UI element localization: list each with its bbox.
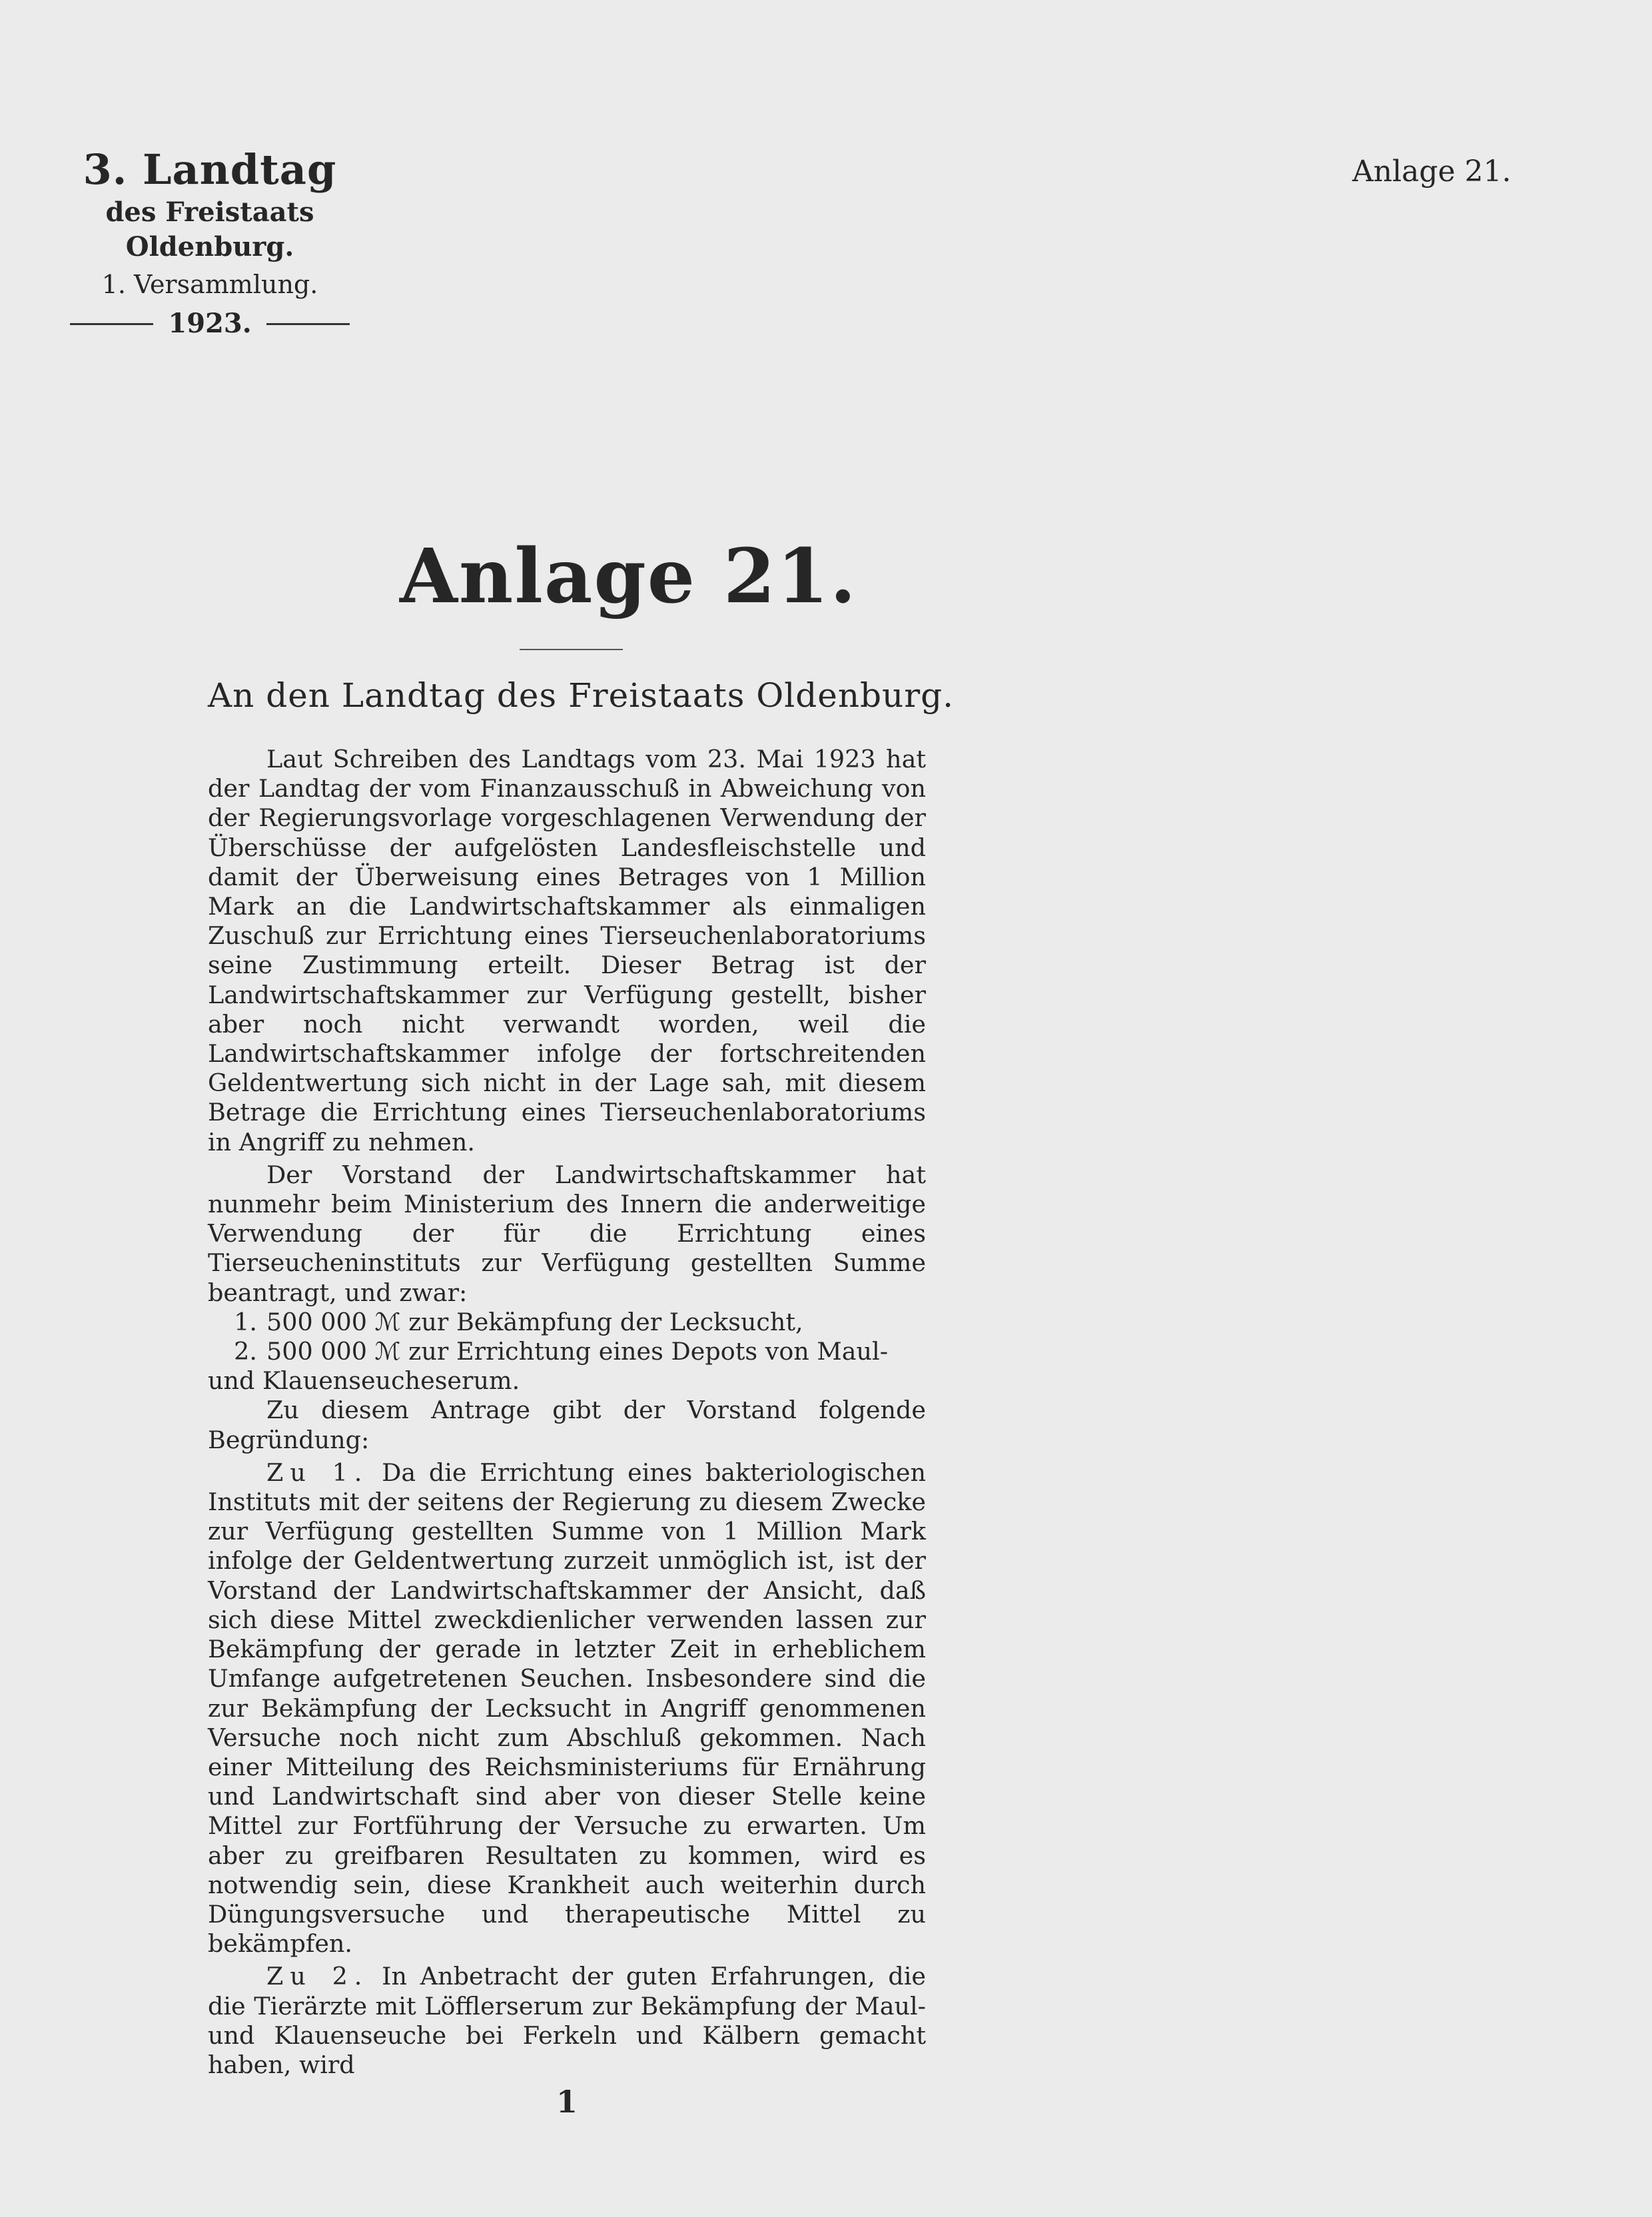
paragraph-2: Der Vorstand der Landwirtschaftskammer hat nunmehr beim Ministerium des Innern die anderweitige Verwendung der für die Errichtung eines Tierseucheninstituts zur Verfügung gestellten Summe beantragt, und zwar: bbox=[208, 1160, 926, 1307]
title-divider bbox=[520, 649, 623, 650]
list-item-continuation: und Klauenseucheserum. bbox=[208, 1366, 520, 1396]
list-item-number: 2. bbox=[234, 1337, 257, 1366]
page-number: 1 bbox=[556, 2084, 578, 2120]
paragraph-1: Laut Schreiben des Landtags vom 23. Mai 1923 hat der Landtag der vom Finanzausschuß in Abweichung von der Regierungsvorlage vorgeschlagenen Verwendung der Überschüsse der aufgelösten Landesfleischstelle und damit der Überweisung eines Betrages von 1 Million Mark an die Landwirtschaftskammer als einmaligen Zuschuß zur Errichtung eines Tierseuchenlaboratoriums seine Zustimmung erteilt. Dieser Betrag ist der Landwirtschaftskammer zur Verfügung gestellt, bisher aber noch nicht verwandt worden, weil die Landwirtschaftskammer infolge der fortschreitenden Geldentwertung sich nicht in der Lage sah, mit diesem Betrage die Errichtung eines Tierseuchenlaboratoriums in Angriff zu nehmen. bbox=[208, 745, 926, 1156]
paragraph-4-text: Da die Errichtung eines bakteriologischen Instituts mit der seitens der Regierung zu diesem Zwecke zur Verfügung gestellten Summe von 1 Million Mark infolge der Geldentwertung zurzeit unmöglich ist, ist der Vorstand der Landwirtschaftskammer der Ansicht, daß sich diese Mittel zweckdienlicher verwenden lassen zur Bekämpfung der gerade in letzter Zeit in erheblichem Umfange aufgetretenen Seuchen. Insbesondere sind die zur Bekämpfung der Lecksucht in Angriff genommenen Versuche noch nicht zum Abschluß gekommen. Nach einer Mitteilung des Reichsministeriums für Ernährung und Landwirtschaft sind aber von dieser Stelle keine Mittel zur Fortführung der Versuche zu erwarten. Um aber zu greifbaren Resultaten zu kommen, wird es notwendig sein, diese Krankheit auch weiterhin durch Düngungsversuche und therapeutische Mittel zu bekämpfen. bbox=[208, 1458, 927, 1959]
body-text bbox=[208, 745, 926, 2080]
year: 1923. bbox=[168, 308, 252, 340]
salutation: An den Landtag des Freistaats Oldenburg. bbox=[208, 676, 955, 715]
session-header bbox=[63, 145, 356, 341]
paragraph-5 bbox=[208, 1962, 926, 2080]
list-item-text: 500 000 ℳ zur Errichtung eines Depots von Maul- bbox=[266, 1337, 889, 1366]
state-name: des Freistaats Oldenburg. bbox=[105, 197, 314, 263]
page-title: Anlage 21. bbox=[400, 533, 857, 620]
assembly-number: 1. Versammlung. bbox=[101, 270, 318, 300]
paragraph-4-label: Zu 1. bbox=[266, 1458, 369, 1487]
annex-label: Anlage 21. bbox=[1352, 155, 1511, 189]
year-rule-left bbox=[70, 323, 153, 325]
paragraph-4 bbox=[208, 1458, 926, 1959]
list-item-text: 500 000 ℳ zur Bekämpfung der Lecksucht, bbox=[266, 1307, 803, 1336]
paragraph-5-text: In Anbetracht der guten Erfahrungen, die die Tierärzte mit Löfflerserum zur Bekämpfung der Maul- und Klauenseuche bei Ferkeln und Kälbern gemacht haben, wird bbox=[208, 1962, 927, 2079]
list-item-number: 1. bbox=[234, 1307, 257, 1336]
paragraph-5-label: Zu 2. bbox=[266, 1962, 369, 1991]
paragraph-3: Zu diesem Antrage gibt der Vorstand folgende Begründung: bbox=[208, 1396, 926, 1454]
year-line bbox=[63, 306, 356, 341]
year-rule-right bbox=[266, 323, 350, 325]
landtag-heading: 3. Landtag bbox=[83, 145, 337, 194]
list-item bbox=[208, 1337, 926, 1366]
list-item bbox=[208, 1308, 926, 1337]
